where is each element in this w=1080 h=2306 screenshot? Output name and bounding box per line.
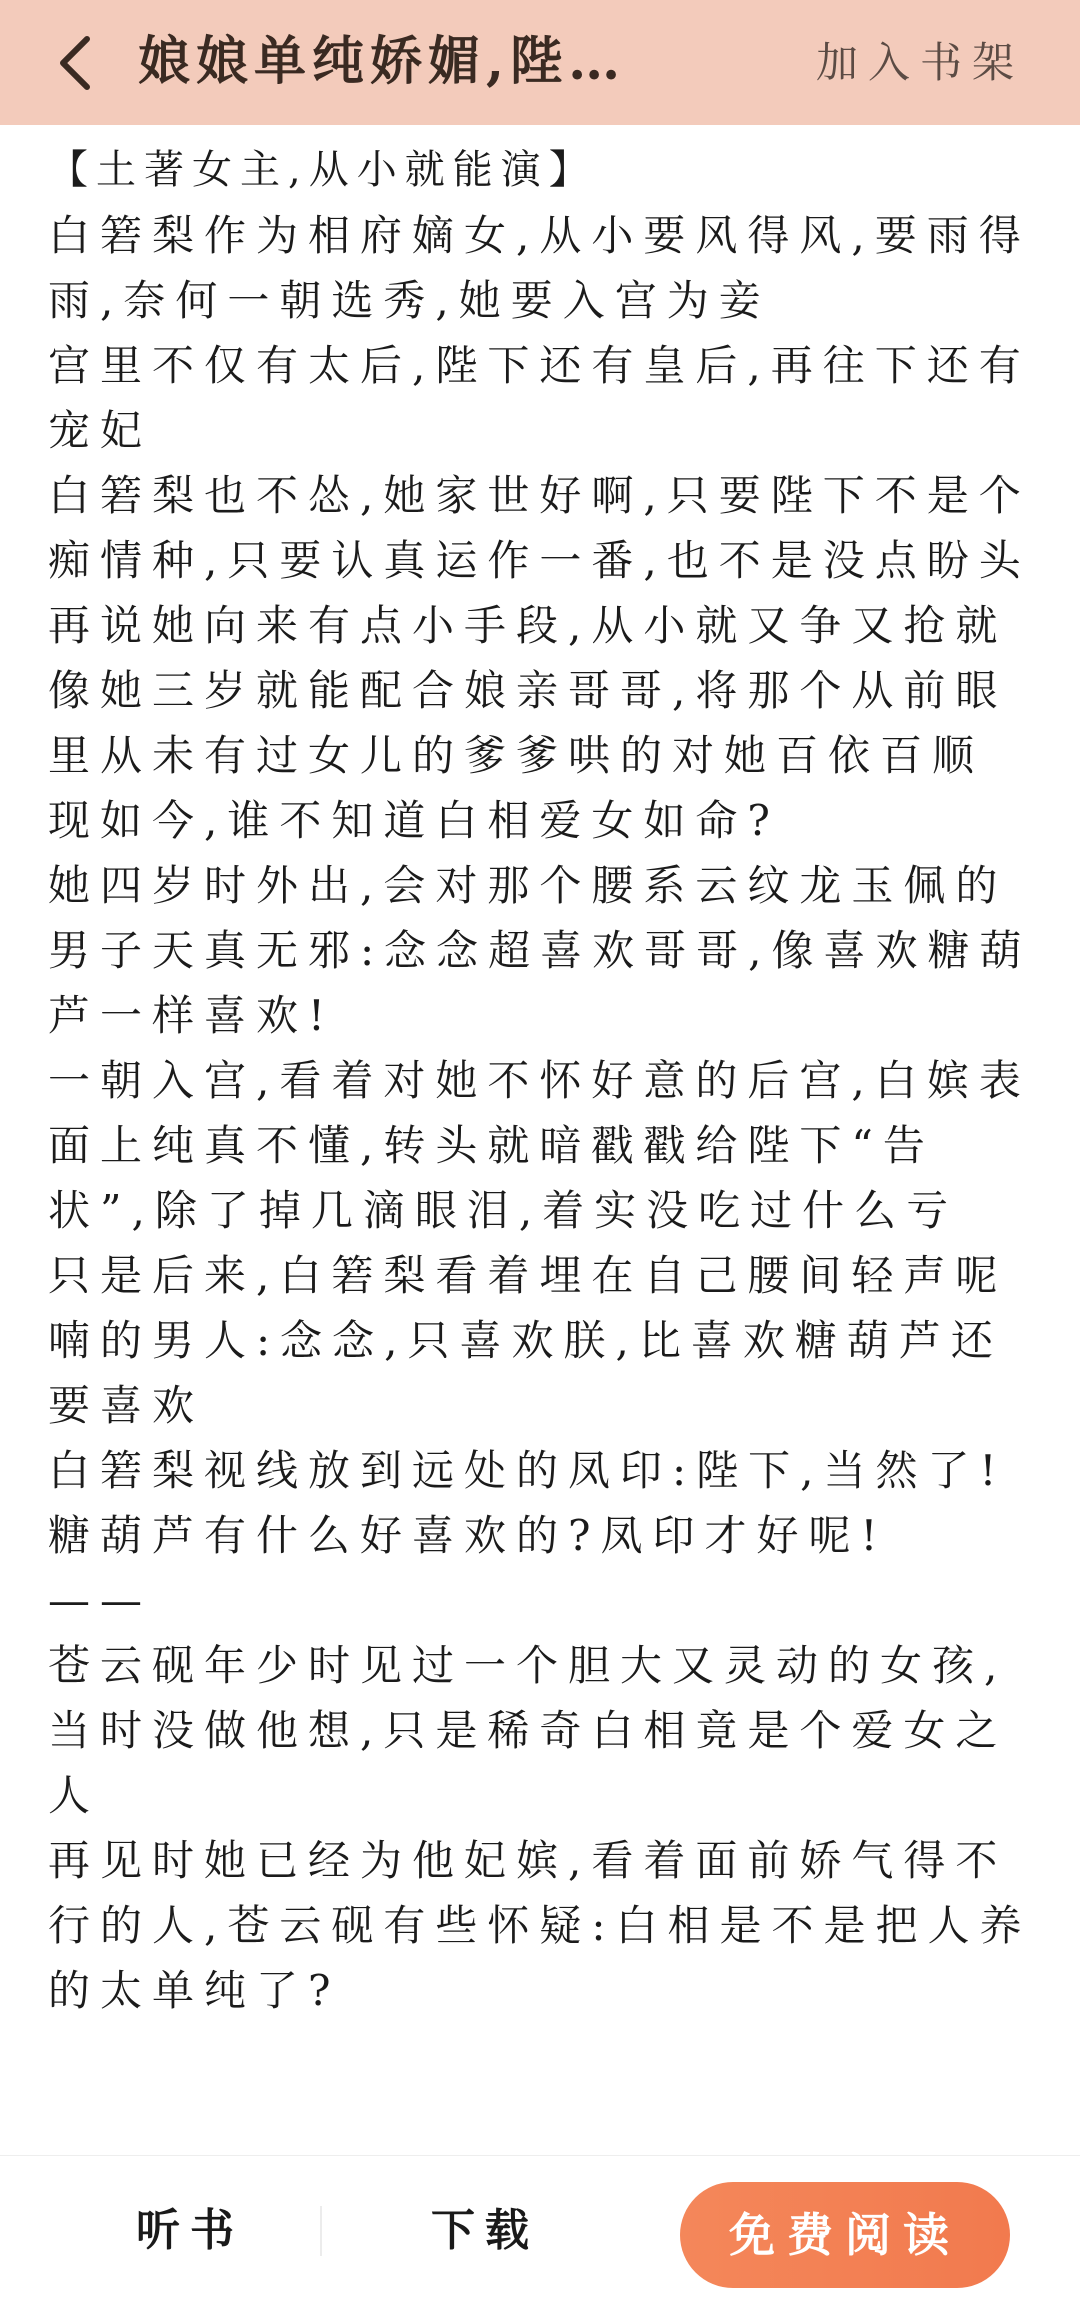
section-divider: —— bbox=[48, 1576, 152, 1625]
intro-paragraph: 白箬梨作为相府嫡女,从小要风得风,要雨得雨,奈何一朝选秀,她要入宫为妾 bbox=[48, 211, 1031, 325]
intro-paragraph: 再说她向来有点小手段,从小就又争又抢就像她三岁就能配合娘亲哥哥,将那个从前眼里从未有过女儿的爹爹哄的对她百依百顺 bbox=[48, 601, 1008, 780]
bottom-action-bar bbox=[0, 2155, 1080, 2306]
chevron-left-icon bbox=[55, 35, 95, 91]
book-intro bbox=[48, 138, 1032, 2138]
download-button[interactable]: 下载 bbox=[431, 2205, 539, 2256]
intro-paragraph: 她四岁时外出,会对那个腰系云纹龙玉佩的男子天真无邪:念念超喜欢哥哥,像喜欢糖葫芦一样喜欢! bbox=[48, 861, 1032, 1040]
top-bar bbox=[0, 0, 1080, 125]
bar-divider bbox=[320, 2206, 322, 2256]
add-to-shelf-button[interactable]: 加入书架 bbox=[815, 38, 1024, 87]
intro-tagline: 【土著女主,从小就能演】 bbox=[48, 147, 597, 193]
intro-paragraph: 宫里不仅有太后,陛下还有皇后,再往下还有宠妃 bbox=[48, 341, 1031, 455]
intro-paragraph: 白箬梨也不怂,她家世好啊,只要陛下不是个痴情种,只要认真运作一番,也不是没点盼头 bbox=[48, 471, 1031, 585]
intro-paragraph: 苍云砚年少时见过一个胆大又灵动的女孩,当时没做他想,只是稀奇白相竟是个爱女之人 bbox=[48, 1641, 1008, 1820]
free-read-button[interactable]: 免费阅读 bbox=[680, 2182, 1010, 2288]
listen-button[interactable]: 听书 bbox=[136, 2205, 244, 2256]
intro-paragraph: 一朝入宫,看着对她不怀好意的后宫,白嫔表面上纯真不懂,转头就暗戳戳给陛下“告状”,除了掉几滴眼泪,着实没吃过什么亏 bbox=[48, 1056, 1031, 1235]
book-title: 娘娘单纯娇媚,陛… bbox=[138, 31, 627, 92]
intro-paragraph: 白箬梨视线放到远处的凤印:陛下,当然了!糖葫芦有什么好喜欢的?凤印才好呢! bbox=[48, 1446, 1007, 1560]
intro-paragraph: 只是后来,白箬梨看着埋在自己腰间轻声呢喃的男人:念念,只喜欢朕,比喜欢糖葫芦还要喜欢 bbox=[48, 1251, 1008, 1430]
intro-paragraph: 现如今,谁不知道白相爱女如命? bbox=[48, 796, 780, 845]
intro-paragraph: 再见时她已经为他妃嫔,看着面前娇气得不行的人,苍云砚有些怀疑:白相是不是把人养的太单纯了? bbox=[48, 1836, 1032, 2015]
back-button[interactable] bbox=[40, 28, 110, 98]
